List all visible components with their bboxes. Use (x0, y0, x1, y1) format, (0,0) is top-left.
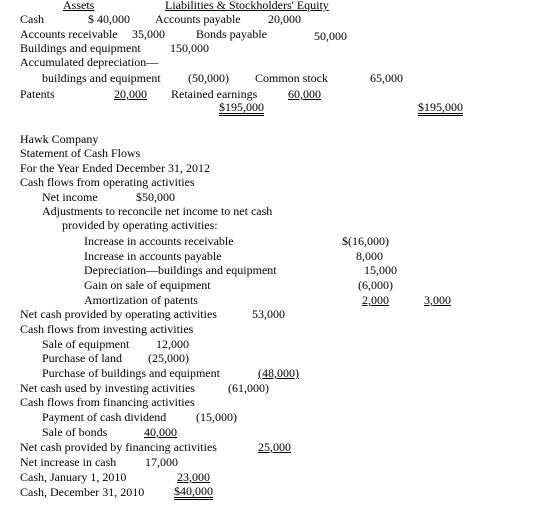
accumulated-depreciation-value: (50,000) (188, 71, 229, 85)
net-increase-cash-value: 17,000 (145, 455, 178, 469)
adjustment-label: Increase in accounts receivable (84, 234, 234, 248)
financing-header: Cash flows from financing activities (20, 395, 195, 409)
retained-earnings-value: 60,000 (288, 87, 321, 101)
sale-equipment-value: 12,000 (156, 337, 189, 351)
accumulated-depreciation-sublabel: buildings and equipment (42, 71, 161, 85)
statement-period: For the Year Ended December 31, 2012 (20, 161, 210, 175)
bonds-payable-label: Bonds payable (196, 27, 267, 41)
adjustment-value: (6,000) (358, 278, 393, 292)
purchase-land-label: Purchase of land (42, 351, 122, 365)
buildings-equipment-value: 150,000 (170, 41, 209, 55)
bonds-payable-value: 50,000 (314, 29, 347, 43)
adjustment-value: 8,000 (356, 249, 383, 263)
sale-equipment-label: Sale of equipment (42, 337, 130, 351)
sale-bonds-label: Sale of bonds (42, 425, 108, 439)
common-stock-value: 65,000 (370, 71, 403, 85)
net-operating-value: 53,000 (252, 307, 285, 321)
adjustment-value: 2,000 (362, 293, 389, 307)
adjustment-value: 15,000 (364, 263, 397, 277)
adjustments-label-2: provided by operating activities: (62, 218, 218, 232)
cash-december-value: $40,000 (174, 484, 213, 498)
purchase-land-value: (25,000) (148, 351, 189, 365)
buildings-equipment-label: Buildings and equipment (20, 41, 141, 55)
accounts-receivable-label: Accounts receivable (20, 27, 118, 41)
net-financing-value: 25,000 (258, 440, 291, 454)
accumulated-depreciation-label: Accumulated depreciation— (20, 55, 159, 69)
accounts-payable-value: 20,000 (268, 12, 301, 26)
net-income-value: $50,000 (136, 190, 175, 204)
patents-label: Patents (20, 87, 55, 101)
net-increase-cash-label: Net increase in cash (20, 455, 117, 469)
purchase-buildings-label: Purchase of buildings and equipment (42, 366, 220, 380)
assets-header: Assets (63, 0, 95, 12)
dividend-value: (15,000) (196, 410, 237, 424)
operating-header: Cash flows from operating activities (20, 175, 195, 189)
liabilities-equity-header: Liabilities & Stockholders' Equity (165, 0, 329, 12)
accounts-payable-label: Accounts payable (155, 12, 241, 26)
net-financing-label: Net cash provided by financing activities (20, 440, 217, 454)
cash-value: $ 40,000 (88, 12, 130, 26)
investing-header: Cash flows from investing activities (20, 322, 194, 336)
sale-bonds-value: 40,000 (144, 425, 177, 439)
cash-january-value: 23,000 (177, 470, 210, 484)
adjustment-label: Increase in accounts payable (84, 249, 222, 263)
accounts-receivable-value: 35,000 (132, 27, 165, 41)
total-assets: $195,000 (219, 100, 264, 114)
net-income-label: Net income (42, 190, 98, 204)
company-name: Hawk Company (20, 132, 99, 146)
adjustments-label-1: Adjustments to reconcile net income to net cash (42, 204, 273, 218)
statement-title: Statement of Cash Flows (20, 146, 141, 160)
net-operating-label: Net cash provided by operating activities (20, 307, 217, 321)
adjustment-label: Gain on sale of equipment (84, 278, 211, 292)
adjustment-label: Depreciation—buildings and equipment (84, 263, 277, 277)
common-stock-label: Common stock (255, 71, 329, 85)
net-investing-label: Net cash used by investing activities (20, 381, 195, 395)
adjustments-total: 3,000 (424, 293, 451, 307)
adjustment-label: Amortization of patents (84, 293, 198, 307)
total-liabilities-equity: $195,000 (418, 100, 463, 114)
cash-label: Cash (20, 12, 44, 26)
adjustment-value: $(16,000) (342, 234, 389, 248)
cash-january-label: Cash, January 1, 2010 (20, 470, 127, 484)
cash-december-label: Cash, December 31, 2010 (20, 485, 145, 499)
purchase-buildings-value: (48,000) (258, 366, 299, 380)
net-investing-value: (61,000) (228, 381, 269, 395)
dividend-label: Payment of cash dividend (42, 410, 167, 424)
patents-value: 20,000 (114, 87, 147, 101)
retained-earnings-label: Retained earnings (171, 87, 258, 101)
